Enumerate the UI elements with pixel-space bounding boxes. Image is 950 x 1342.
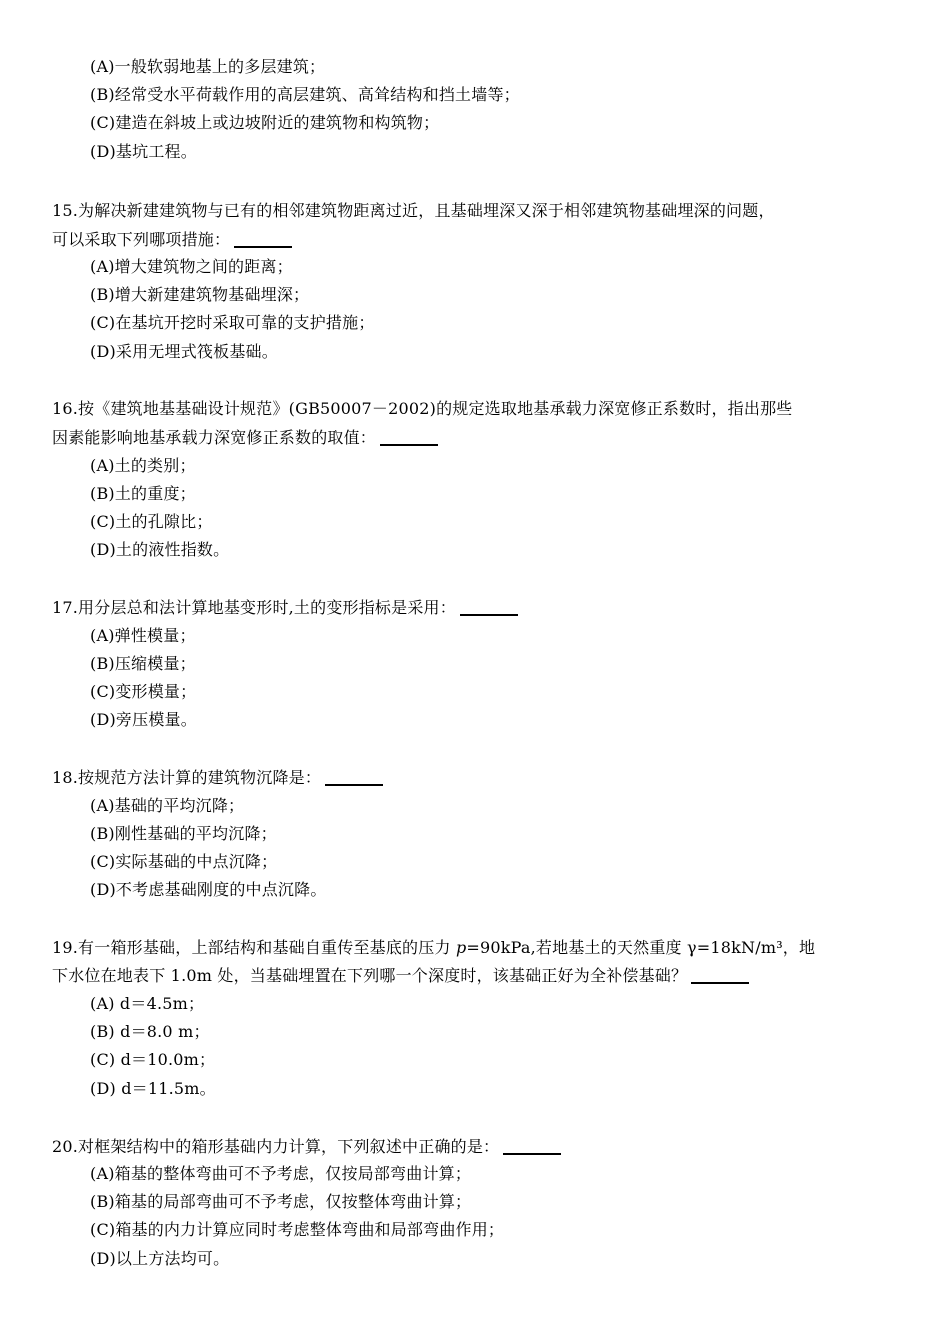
- q14-option-c: (C)建造在斜坡上或边坡附近的建筑物和构筑物；: [90, 113, 440, 132]
- q18-option-d: (D)不考虑基础刚度的中点沉降。: [90, 880, 327, 899]
- q14-option-d: (D)基坑工程。: [90, 142, 197, 161]
- q16-stem-text: 因素能影响地基承载力深宽修正系数的取值：: [52, 428, 377, 447]
- q15-stem-line2: [52, 229, 292, 251]
- q18-option-c: (C)实际基础的中点沉降；: [90, 852, 278, 871]
- q19-answer-blank[interactable]: [691, 981, 749, 984]
- q16-option-b: (B)土的重度；: [90, 484, 196, 503]
- q17-option-a: (A)弹性模量；: [90, 626, 196, 645]
- q17-option-d: (D)旁压模量。: [90, 710, 197, 729]
- q16-answer-blank[interactable]: [380, 443, 438, 446]
- q15-answer-blank[interactable]: [234, 245, 292, 248]
- q16-stem-line1: 16.按《建筑地基基础设计规范》(GB50007－2002)的规定选取地基承载力深宽修正系数时，指出那些: [52, 399, 793, 418]
- q18-option-b: (B)刚性基础的平均沉降；: [90, 824, 277, 843]
- q18-stem-line1: [52, 767, 383, 789]
- q20-option-a: (A)箱基的整体弯曲可不予考虑，仅按局部弯曲计算；: [90, 1164, 472, 1183]
- q19-stem-text-c: 下水位在地表下 1.0m 处，当基础埋置在下列哪一个深度时，该基础正好为全补偿基础？: [52, 966, 688, 985]
- q20-stem-text: 20.对框架结构中的箱形基础内力计算，下列叙述中正确的是：: [52, 1137, 500, 1156]
- q19-option-a: (A) d＝4.5m；: [90, 994, 205, 1013]
- q19-option-d: (D) d＝11.5m。: [90, 1079, 216, 1098]
- q15-stem-text: 可以采取下列哪项措施：: [52, 230, 231, 249]
- q15-option-d: (D)采用无埋式筏板基础。: [90, 342, 278, 361]
- q20-option-d: (D)以上方法均可。: [90, 1249, 230, 1268]
- q19-stem-line1: [52, 937, 815, 959]
- q18-option-a: (A)基础的平均沉降；: [90, 796, 245, 815]
- q20-stem-line1: [52, 1136, 561, 1158]
- q17-answer-blank[interactable]: [460, 613, 518, 616]
- q19-option-c: (C) d＝10.0m；: [90, 1050, 216, 1069]
- q16-option-a: (A)土的类别；: [90, 456, 196, 475]
- q15-option-c: (C)在基坑开挖时采取可靠的支护措施；: [90, 313, 375, 332]
- q19-stem-text-a: 19.有一箱形基础，上部结构和基础自重传至基底的压力: [52, 938, 456, 957]
- q19-stem-line2: [52, 965, 749, 987]
- q16-option-c: (C)土的孔隙比；: [90, 512, 213, 531]
- q15-stem-line1: 15.为解决新建建筑物与已有的相邻建筑物距离过近，且基础埋深又深于相邻建筑物基础埋深的问题，: [52, 201, 775, 220]
- q16-stem-line2: [52, 427, 438, 449]
- q20-option-b: (B)箱基的局部弯曲可不予考虑，仅按整体弯曲计算；: [90, 1192, 472, 1211]
- q15-option-a: (A)增大建筑物之间的距离；: [90, 257, 293, 276]
- q20-answer-blank[interactable]: [503, 1152, 561, 1155]
- q17-stem-line1: [52, 597, 518, 619]
- q14-option-b: (B)经常受水平荷载作用的高层建筑、高耸结构和挡土墙等；: [90, 85, 520, 104]
- q17-option-c: (C)变形模量；: [90, 682, 197, 701]
- q18-stem-text: 18.按规范方法计算的建筑物沉降是：: [52, 768, 322, 787]
- q16-option-d: (D)土的液性指数。: [90, 540, 230, 559]
- q17-option-b: (B)压缩模量；: [90, 654, 196, 673]
- q19-stem-text-b: =90kPa,若地基土的天然重度 γ=18kN/m³，地: [466, 938, 816, 957]
- q17-stem-text: 17.用分层总和法计算地基变形时,土的变形指标是采用：: [52, 598, 456, 617]
- q15-option-b: (B)增大新建建筑物基础埋深；: [90, 285, 310, 304]
- q19-option-b: (B) d＝8.0 m；: [90, 1022, 210, 1041]
- q18-answer-blank[interactable]: [325, 783, 383, 786]
- q14-option-a: (A)一般软弱地基上的多层建筑；: [90, 57, 326, 76]
- q20-option-c: (C)箱基的内力计算应同时考虑整体弯曲和局部弯曲作用；: [90, 1220, 505, 1239]
- q19-pressure-symbol: p: [455, 938, 467, 957]
